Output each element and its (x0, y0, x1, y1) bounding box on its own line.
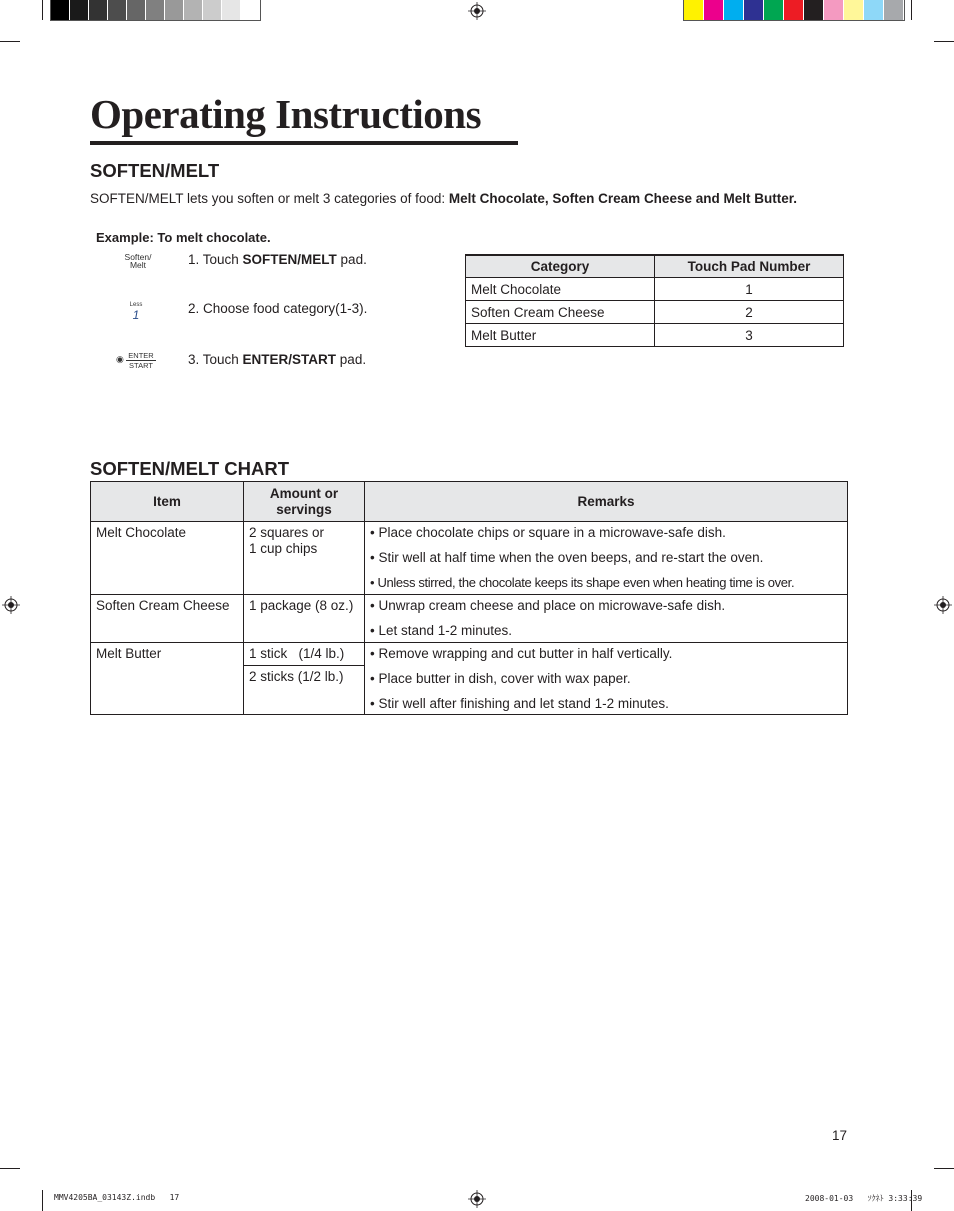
grayscale-color-bar (50, 0, 261, 21)
remark-line: • Place butter in dish, cover with wax paper. (370, 671, 631, 686)
item-cell: Melt Chocolate (91, 522, 244, 595)
table-row (91, 522, 848, 595)
color-swatch (824, 0, 844, 20)
crop-mark (0, 41, 20, 42)
color-swatch (146, 0, 165, 20)
table-header: Category (466, 255, 655, 278)
item-cell: Melt Butter (91, 643, 244, 715)
color-swatch (108, 0, 127, 20)
color-swatch (844, 0, 864, 20)
category-cell: Soften Cream Cheese (466, 301, 655, 324)
category-cell: Melt Chocolate (466, 278, 655, 301)
item-cell: Soften Cream Cheese (91, 595, 244, 643)
color-swatch (184, 0, 203, 20)
table-row (91, 643, 848, 715)
table-header-remarks: Remarks (365, 482, 848, 522)
section-heading-soften-melt: SOFTEN/MELT (90, 160, 220, 181)
remark-line: • Stir well at half time when the oven beeps, and re-start the oven. (370, 550, 764, 565)
color-swatch (784, 0, 804, 20)
color-swatch (127, 0, 146, 20)
registration-mark-icon (934, 596, 952, 614)
soften-melt-pad-icon: Soften/ Melt (124, 252, 152, 270)
table-row (466, 301, 844, 324)
pad-number-cell: 2 (655, 301, 844, 324)
table-header-amount: Amount or servings (244, 482, 365, 522)
amount-cell: 1 stick (1/4 lb.) 2 sticks (1/2 lb.) (244, 643, 365, 715)
enter-start-pad-icon: ◉ ENTER START (116, 352, 156, 370)
color-swatch (804, 0, 824, 20)
cmyk-color-bar (683, 0, 905, 21)
remark-line: • Place chocolate chips or square in a microwave-safe dish. (370, 525, 726, 540)
title-underline (90, 141, 518, 145)
color-swatch (704, 0, 724, 20)
color-swatch (70, 0, 89, 20)
crop-mark (911, 0, 912, 20)
table-row (466, 278, 844, 301)
color-swatch (89, 0, 108, 20)
step-2: 2. Choose food category(1-3). (188, 301, 368, 316)
table-header-item: Item (91, 482, 244, 522)
remarks-cell (365, 595, 848, 643)
table-row (91, 595, 848, 643)
print-slug-date: 2008-01-03 ｿｸﾈﾄ 3:33:39 (805, 1194, 923, 1203)
example-label: Example: To melt chocolate. (96, 230, 271, 245)
table-row (466, 324, 844, 347)
category-table (465, 254, 844, 347)
page-title: Operating Instructions (90, 91, 482, 137)
intro-food-list: Melt Chocolate, Soften Cream Cheese and Melt Butter. (448, 191, 797, 206)
color-swatch (203, 0, 222, 20)
registration-mark-icon (2, 596, 20, 614)
section-heading-chart: SOFTEN/MELT CHART (90, 458, 290, 479)
amount-cell: 1 package (8 oz.) (244, 595, 365, 643)
crop-mark (934, 41, 954, 42)
remark-line: • Remove wrapping and cut butter in half vertically. (370, 646, 673, 661)
color-swatch (51, 0, 70, 20)
crop-mark (0, 1168, 20, 1169)
category-cell: Melt Butter (466, 324, 655, 347)
remark-line: • Let stand 1-2 minutes. (370, 623, 513, 638)
soften-melt-intro (90, 190, 797, 207)
color-swatch (165, 0, 184, 20)
color-swatch (744, 0, 764, 20)
registration-mark-icon (468, 2, 486, 20)
pad-number-cell: 1 (655, 278, 844, 301)
remark-line: • Unless stirred, the chocolate keeps its shape even when heating time is over. (370, 575, 795, 590)
page-number: 17 (832, 1128, 848, 1143)
color-swatch (884, 0, 904, 20)
color-swatch (684, 0, 704, 20)
step-3: 3. Touch ENTER/START pad. (188, 352, 367, 367)
crop-mark (42, 1190, 43, 1211)
crop-mark (42, 0, 43, 20)
remarks-cell (365, 643, 848, 715)
color-swatch (864, 0, 884, 20)
color-swatch (764, 0, 784, 20)
color-swatch (724, 0, 744, 20)
number-1-pad-icon: Less 1 (129, 302, 143, 322)
registration-mark-icon (468, 1190, 486, 1208)
step-1: 1. Touch SOFTEN/MELT pad. (188, 252, 367, 267)
intro-text: SOFTEN/MELT lets you soften or melt 3 categories of food: (90, 191, 449, 206)
remarks-cell (365, 522, 848, 595)
crop-mark (934, 1168, 954, 1169)
color-swatch (241, 0, 260, 20)
pad-number-cell: 3 (655, 324, 844, 347)
remark-line: • Stir well after finishing and let stand 1-2 minutes. (370, 696, 669, 711)
remark-line: • Unwrap cream cheese and place on microwave-safe dish. (370, 598, 726, 613)
table-header: Touch Pad Number (655, 255, 844, 278)
soften-melt-chart (90, 481, 848, 715)
print-slug-file: MMV4205BA_03143Z.indb 17 (54, 1193, 180, 1202)
amount-cell: 2 squares or 1 cup chips (244, 522, 365, 595)
color-swatch (222, 0, 241, 20)
